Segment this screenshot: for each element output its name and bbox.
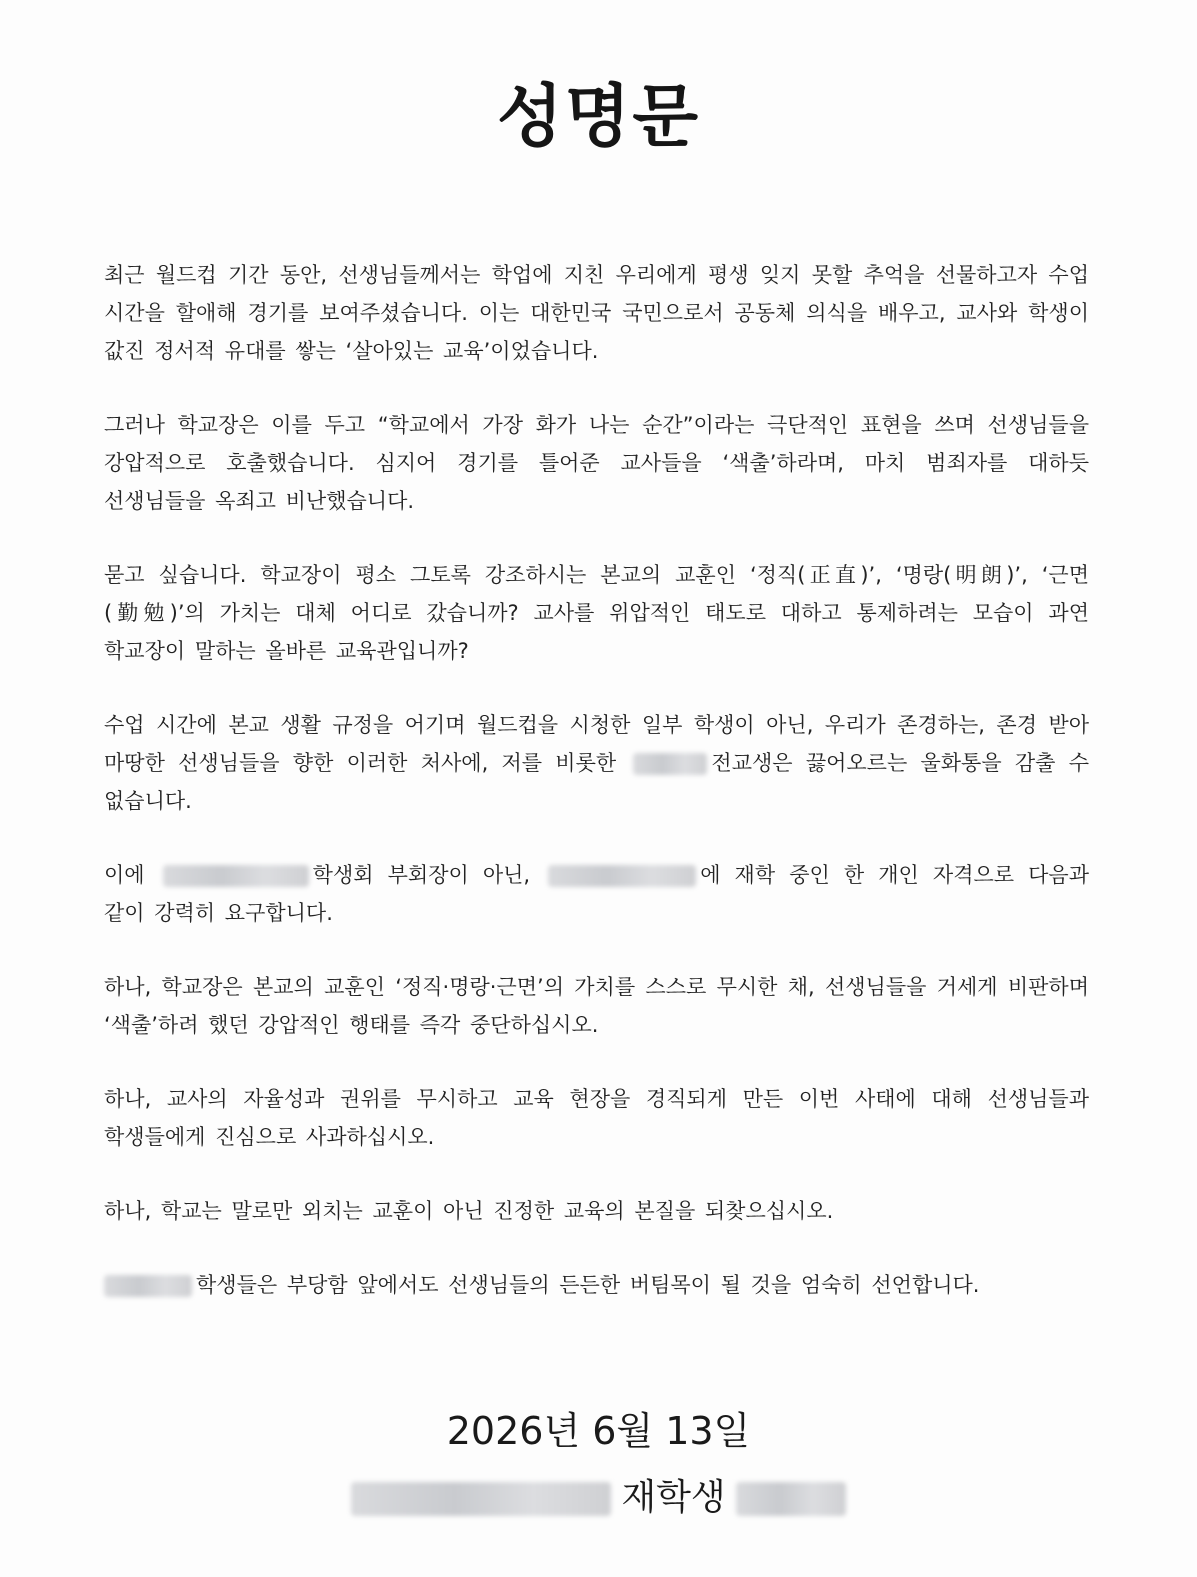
paragraph-5-text-c: 에 재학 중인 한 개인 자격으로 다음과 같이 강력히 요구합니다. [104,863,1090,925]
paragraph-4 [104,706,1089,820]
redacted-school-name [548,865,696,887]
demand-3 [104,1192,1089,1230]
document-body [104,256,1089,1340]
paragraph-2 [104,406,1089,520]
demand-1-text: 하나, 학교장은 본교의 교훈인 ‘정직·명랑·근면’의 가치를 스스로 무시한 채, 선생님들을 거세게 비판하며 ‘색출’하려 했던 강압적인 행태를 즉각 중단하십시오. [104,975,1089,1037]
paragraph-4-text-a: 수업 시간에 본교 생활 규정을 어기며 월드컵을 시청한 일부 학생이 아닌, 우리가 존경하는, 존경 받아 마땅한 선생님들을 향한 이러한 처사에, 저를 비롯한 [104,713,1089,775]
redacted-school-name [163,865,309,887]
paragraph-3-text: 묻고 싶습니다. 학교장이 평소 그토록 강조하시는 본교의 교훈인 ‘정직(正直)’, ‘명랑(明朗)’, ‘근면(勤勉)’의 가치는 대체 어디로 갔습니까? 교사를 위압적인 태도로 대하고 통제하려는 모습이 과연 학교장이 말하는 올바른 교육관입니까? [104,563,1089,663]
redacted-school-name [633,753,707,775]
paragraph-4-text-b: 전교생은 끓어오르는 울화통을 감출 수 없습니다. [104,751,1089,813]
paragraph-1-text: 최근 월드컵 기간 동안, 선생님들께서는 학업에 지친 우리에게 평생 잊지 못할 추억을 선물하고자 수업 시간을 할애해 경기를 보여주셨습니다. 이는 대한민국 국민으로서 공동체 의식을 배우고, 교사와 학생이 값진 정서적 유대를 쌓는 ‘살아있는 교육’이었습니다. [104,263,1089,363]
paragraph-1 [104,256,1089,370]
paragraph-5 [104,856,1089,932]
paragraph-5-text-b: 학생회 부회장이 아닌, [312,863,545,887]
declaration [104,1266,1089,1304]
demand-1 [104,968,1089,1044]
signature-line [0,1474,1197,1522]
document-title: 성명문 [496,78,701,157]
paragraph-2-text: 그러나 학교장은 이를 두고 “학교에서 가장 화가 나는 순간”이라는 극단적인 표현을 쓰며 선생님들을 강압적으로 호출했습니다. 심지어 경기를 틀어준 교사들을 ‘색출’하라며, 마치 범죄자를 대하듯 선생님들을 옥죄고 비난했습니다. [104,413,1089,513]
declaration-text: 학생들은 부당함 앞에서도 선생님들의 든든한 버팀목이 될 것을 엄숙히 선언합니다. [196,1273,980,1297]
paragraph-3 [104,556,1089,670]
document-date: 2026년 6월 13일 [446,1409,751,1453]
paragraph-5-text-a: 이에 [104,863,159,887]
signature-label: 재학생 [621,1477,726,1518]
redacted-school-name [351,1482,611,1516]
demand-2-text: 하나, 교사의 자율성과 권위를 무시하고 교육 현장을 경직되게 만든 이번 사태에 대해 선생님들과 학생들에게 진심으로 사과하십시오. [104,1087,1089,1149]
redacted-student-name [736,1482,846,1516]
demand-3-text: 하나, 학교는 말로만 외치는 교훈이 아닌 진정한 교육의 본질을 되찾으십시오. [104,1199,834,1223]
demand-2 [104,1080,1089,1156]
redacted-school-name [104,1275,192,1297]
